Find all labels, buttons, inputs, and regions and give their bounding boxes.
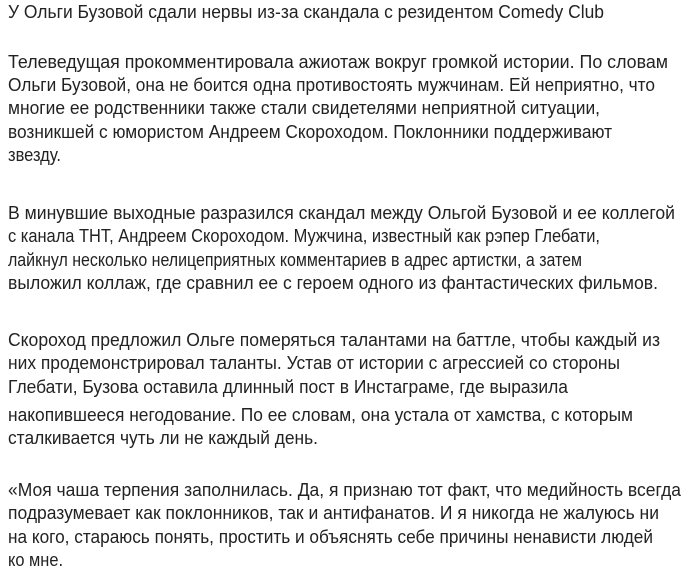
text-line: выложил коллаж, где сравнил ее с героем одного из фантастических фильмов. <box>8 273 658 293</box>
text-line: Телеведущая прокомментировала ажиотаж вокруг громкой истории. По словам <box>8 52 668 72</box>
text-line: сталкивается чуть ли не каждый день. <box>8 428 318 448</box>
text-line: Скороход предложил Ольге померяться талантами на баттле, чтобы каждый из <box>8 330 660 350</box>
paragraph-1 <box>8 52 668 165</box>
text-line: «Моя чаша терпения заполнилась. Да, я признаю тот факт, что медийность всегда <box>8 480 682 500</box>
text-line: многие ее родственники также стали свидетелями неприятной ситуации, <box>8 98 600 118</box>
paragraph-2 <box>8 203 675 293</box>
article-title: У Ольги Бузовой сдали нервы из-за скандала с резидентом Comedy Club <box>8 2 604 22</box>
text-line: на кого, стараюсь понять, простить и объяснять себе причины ненависти людей <box>8 527 653 547</box>
text-line: накопившееся негодование. По ее словам, она устала от хамства, с которым <box>8 405 633 425</box>
text-line: звезду. <box>8 145 61 165</box>
paragraph-4 <box>8 405 633 448</box>
text-line: Глебати, Бузова оставила длинный пост в Инстаграме, где выразила <box>8 377 569 397</box>
text-line: возникшей с юмористом Андреем Скороходом. Поклонники поддерживают <box>8 122 612 142</box>
text-line: Ольги Бузовой, она не боится одна противостоять мужчинам. Ей неприятно, что <box>8 75 655 95</box>
text-line: ко мне. <box>8 550 63 570</box>
text-line: В минувшие выходные разразился скандал между Ольгой Бузовой и ее коллегой <box>8 203 675 223</box>
paragraph-5 <box>8 480 682 570</box>
text-line: них продемонстрировал таланты. Устав от истории с агрессией со стороны <box>8 353 620 373</box>
paragraph-3 <box>8 330 660 397</box>
text-line: подразумевает как поклонников, так и антифанатов. И я никогда не жалуюсь ни <box>8 503 659 523</box>
text-line: с канала ТНТ, Андреем Скороходом. Мужчина, известный как рэпер Глебати, <box>8 226 600 246</box>
text-line: лайкнул несколько нелицеприятных комментариев в адрес артистки, а затем <box>8 250 582 270</box>
